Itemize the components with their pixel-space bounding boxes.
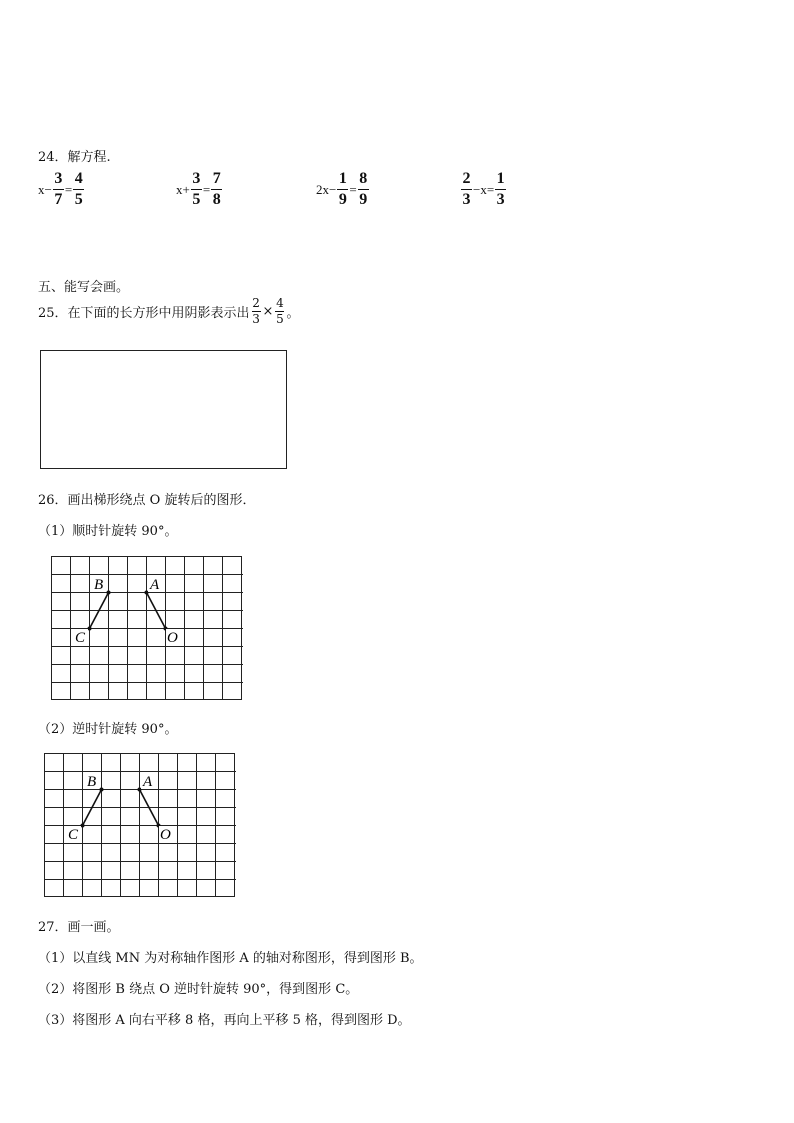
label-b-2: B [87, 774, 97, 790]
point-c-2 [81, 824, 85, 828]
section-5-heading: 五、能写会画。 [38, 280, 130, 295]
label-c: C [75, 630, 86, 646]
q27-item-3: （3）将图形 A 向右平移 8 格，再向上平移 5 格，得到图形 D。 [38, 1013, 411, 1028]
label-o: O [167, 630, 178, 646]
q26-part2-label: （2）逆时针旋转 90°。 [38, 722, 178, 737]
label-a: A [150, 577, 160, 593]
eq3-fraction-right: $\frac{8}{9}$ [359, 170, 368, 208]
equation-4 [460, 170, 507, 209]
point-a-2 [138, 788, 142, 792]
equation-2 [176, 170, 223, 209]
q25-fraction-1: 2 3 [252, 296, 260, 326]
q25-fraction-2: 4 5 [276, 296, 284, 326]
eq1-fraction-left: $\frac{3}{7}$ [54, 170, 63, 208]
q26-title: 26．画出梯形绕点 O 旋转后的图形． [38, 493, 256, 508]
q26-part1-label: （1）顺时针旋转 90°。 [38, 524, 178, 539]
eq1-pre: x− [38, 181, 52, 197]
label-o-2: O [160, 827, 171, 843]
q27-item-2: （2）将图形 B 绕点 O 逆时针旋转 90°，得到图形 C。 [38, 982, 359, 997]
eq3-equals: = [349, 181, 357, 197]
point-c [88, 627, 92, 631]
label-a-2: A [143, 774, 153, 790]
eq2-equals: = [202, 181, 211, 197]
eq1-fraction-right: $\frac{4}{5}$ [74, 170, 83, 208]
q24-title: 24．解方程. [38, 150, 111, 165]
q25-rectangle[interactable] [40, 350, 287, 469]
eq4-mid: −x= [473, 181, 495, 197]
q25-times: × [262, 304, 274, 319]
label-b: B [94, 577, 104, 593]
eq4-fraction-right: $\frac{1}{3}$ [496, 170, 505, 208]
point-a [145, 591, 149, 595]
equation-3 [316, 170, 370, 209]
q27-item-1: （1）以直线 MN 为对称轴作图形 A 的轴对称图形，得到图形 B。 [38, 951, 423, 966]
q25-suffix: 。 [286, 306, 300, 321]
grid-2-counterclockwise[interactable] [44, 753, 236, 897]
eq3-fraction-left: $\frac{1}{9}$ [338, 170, 347, 208]
q27-title: 27．画一画。 [38, 920, 120, 935]
eq2-pre: x+ [176, 181, 190, 197]
eq4-fraction-left: $\frac{2}{3}$ [462, 170, 471, 208]
equation-1 [38, 170, 85, 209]
label-c-2: C [68, 827, 79, 843]
grid-1-clockwise[interactable] [51, 556, 243, 700]
q25-prefix: 25．在下面的长方形中用阴影表示出 [38, 306, 250, 321]
eq1-equals: = [64, 181, 73, 197]
eq2-fraction-right: $\frac{7}{8}$ [212, 170, 221, 208]
eq2-fraction-left: $\frac{3}{5}$ [192, 170, 201, 208]
q25-title [38, 297, 299, 326]
point-b [107, 591, 111, 595]
point-b-2 [100, 788, 104, 792]
grid-1-lines [51, 556, 243, 700]
eq3-pre: 2x− [316, 181, 337, 197]
grid-2-lines [44, 753, 236, 897]
